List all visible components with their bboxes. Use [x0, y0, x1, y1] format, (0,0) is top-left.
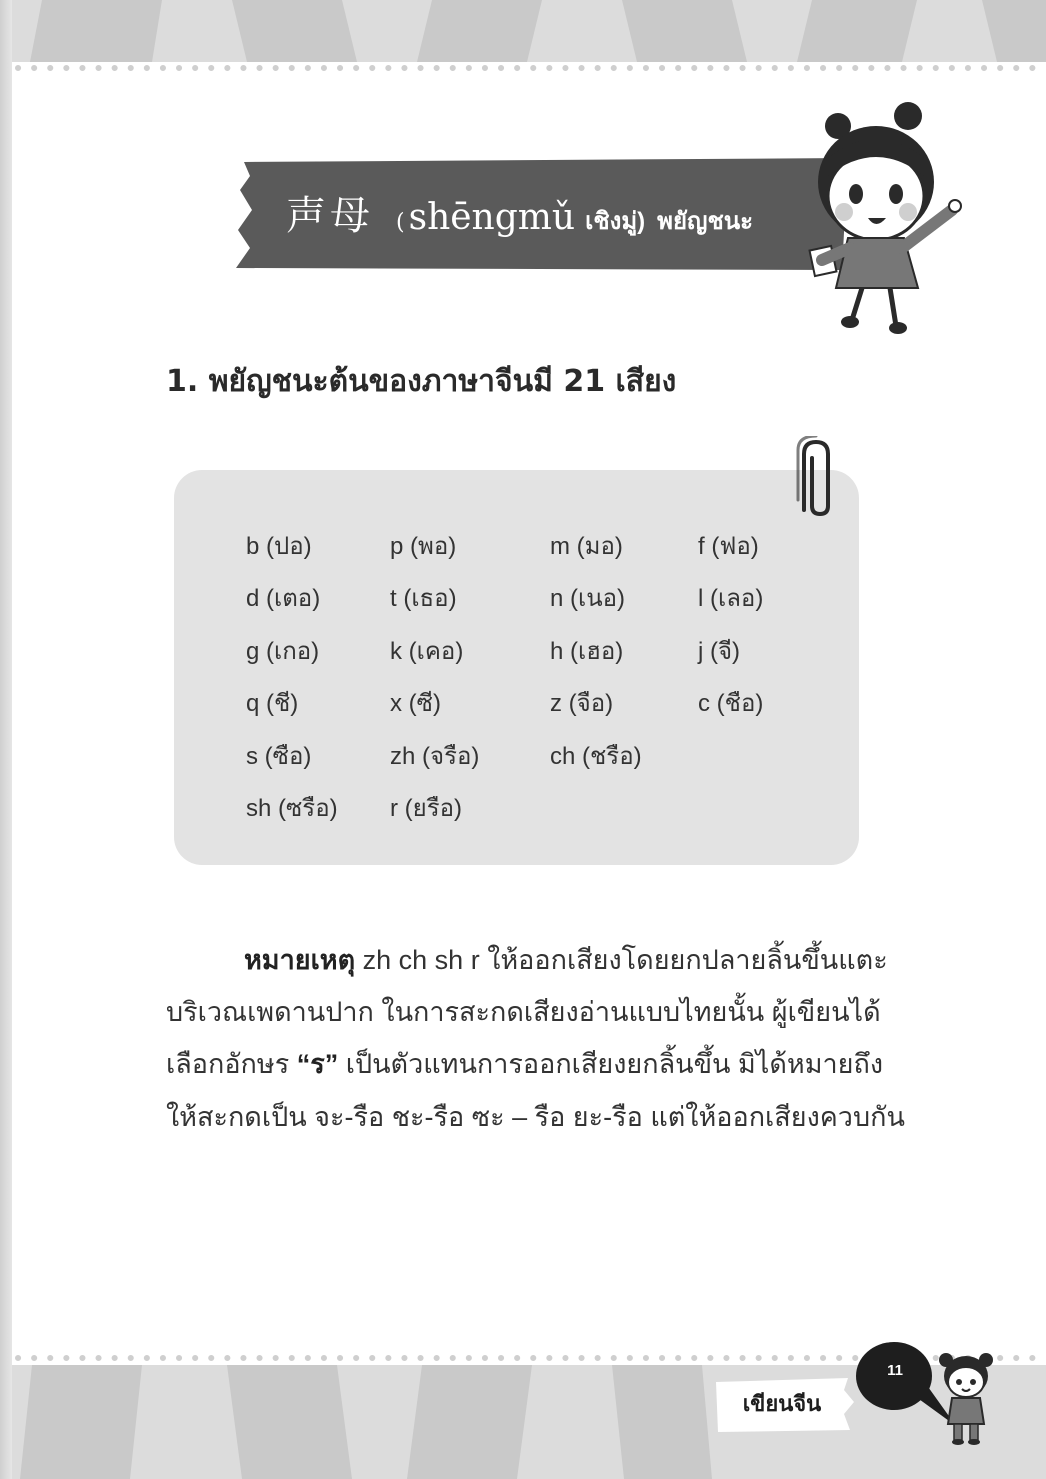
- note-line-2: บริเวณเพดานปาก ในการสะกดเสียงอ่านแบบไทยนั้น ผู้เขียนได้: [166, 997, 881, 1027]
- top-stripe-band: [12, 0, 1046, 62]
- consonant-item: f (ฟอ): [698, 533, 759, 560]
- note-line-3: [166, 1042, 883, 1085]
- consonant-item: x (ซี): [390, 690, 441, 717]
- consonant-item: t (เธอ): [390, 585, 457, 612]
- consonant-item: b (ปอ): [246, 533, 312, 560]
- top-dotted-line: [12, 64, 1046, 72]
- consonant-item: sh (ซรือ): [246, 795, 338, 822]
- consonant-item: c (ชือ): [698, 690, 764, 717]
- banner-label: พยัญชนะ: [657, 208, 754, 235]
- note-line-3-after: เป็นตัวแทนการออกเสียงยกลิ้นขึ้น มิได้หมายถึง: [338, 1049, 884, 1079]
- page-edge: [0, 0, 12, 1479]
- consonant-item: r (ยรือ): [390, 795, 463, 822]
- cartoon-girl-illustration: [792, 98, 968, 338]
- note-line-3-bold: “ร”: [296, 1049, 339, 1079]
- note-line-4: ให้สะกดเป็น จะ-รือ ชะ-รือ ซะ – รือ ยะ-รือ แต่ให้ออกเสียงควบกัน: [166, 1102, 905, 1132]
- consonant-item: h (เฮอ): [550, 638, 624, 665]
- consonant-item: z (จือ): [550, 690, 614, 717]
- consonant-item: l (เลอ): [698, 585, 764, 612]
- banner-thai-reading: เชิงมู่): [585, 208, 646, 235]
- note-line-3-before: เลือกอักษร: [166, 1049, 297, 1079]
- consonant-item: m (มอ): [550, 533, 623, 560]
- paperclip-icon: [790, 436, 840, 520]
- note-line-1: [244, 938, 888, 981]
- consonant-item: p (พอ): [390, 533, 457, 560]
- book-title: เขียนจีน: [742, 1391, 822, 1416]
- banner-chinese-title: 声母: [286, 193, 374, 239]
- consonant-card: [174, 470, 859, 865]
- banner-open-paren: (: [396, 210, 405, 235]
- consonant-item: d (เตอ): [246, 585, 321, 612]
- consonant-item: ch (ชรือ): [550, 743, 642, 770]
- section-banner: [236, 158, 860, 272]
- consonant-item: zh (จรือ): [390, 743, 480, 770]
- consonant-item: s (ซือ): [246, 743, 312, 770]
- note-label: หมายเหตุ: [244, 945, 356, 975]
- page-number: 11: [887, 1362, 903, 1379]
- note-line-1-text: zh ch sh r ให้ออกเสียงโดยยกปลายลิ้นขึ้นแตะ: [355, 945, 888, 975]
- cartoon-girl-small-illustration: [934, 1350, 998, 1446]
- banner-pinyin: shēngmǔ: [408, 197, 576, 238]
- consonant-item: k (เคอ): [390, 638, 464, 665]
- consonant-item: n (เนอ): [550, 585, 626, 612]
- consonant-item: g (เกอ): [246, 638, 320, 665]
- consonant-item: q (ชี): [246, 690, 299, 717]
- consonant-item: j (จี): [698, 638, 741, 665]
- section-heading: 1. พยัญชนะต้นของภาษาจีนมี 21 เสียง: [166, 364, 677, 399]
